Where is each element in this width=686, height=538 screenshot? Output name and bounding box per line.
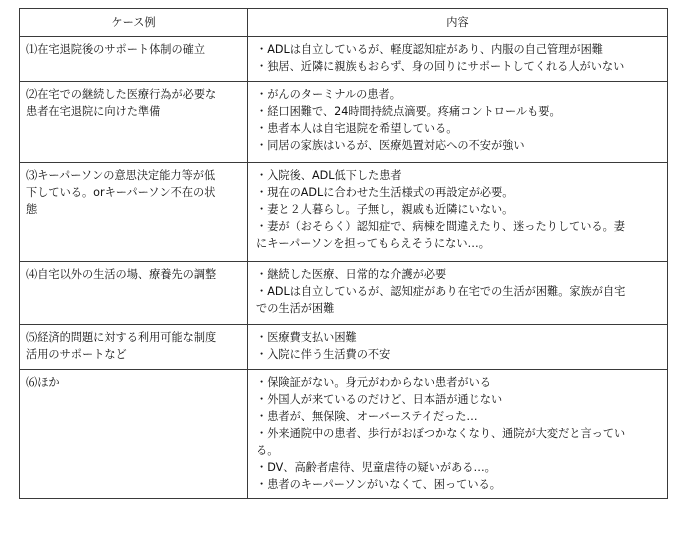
header-case: ケース例 xyxy=(20,9,248,37)
case-text: 下している。orキーパーソン不在の状 xyxy=(26,186,216,199)
table-row xyxy=(20,370,668,499)
case-cell xyxy=(20,163,248,262)
content-text: ・患者のキーパーソンがいなくて、困っている。 xyxy=(256,478,501,491)
case-text: ⑸経済的問題に対する利用可能な制度 xyxy=(26,331,217,344)
content-text: る。 xyxy=(256,444,279,457)
content-text: ・経口困難で、24時間持続点滴要。疼痛コントロールも要。 xyxy=(256,105,561,118)
content-text: ・独居、近隣に親族もおらず、身の回りにサポートしてくれる人がいない xyxy=(256,60,625,73)
content-cell xyxy=(248,163,668,262)
case-text: 活用のサポートなど xyxy=(26,348,127,361)
content-text: ・ADLは自立しているが、認知症があり在宅での生活が困難。家族が自宅 xyxy=(256,285,626,298)
content-cell xyxy=(248,325,668,370)
content-text: ・外来通院中の患者、歩行がおぼつかなくなり、通院が大変だと言ってい xyxy=(256,427,626,440)
table-row xyxy=(20,37,668,82)
table-row xyxy=(20,262,668,325)
case-cell xyxy=(20,370,248,499)
table-row xyxy=(20,82,668,163)
content-text: ・保険証がない。身元がわからない患者がいる xyxy=(256,376,491,389)
case-cell xyxy=(20,262,248,325)
content-text: ・継続した医療、日常的な介護が必要 xyxy=(256,268,447,281)
content-text: ・現在のADLに合わせた生活様式の再設定が必要。 xyxy=(256,186,514,199)
case-text: ⑹ほか xyxy=(26,376,60,389)
content-text: ・ADLは自立しているが、軽度認知症があり、内服の自己管理が困難 xyxy=(256,43,603,56)
content-cell xyxy=(248,262,668,325)
content-cell xyxy=(248,82,668,163)
content-cell xyxy=(248,37,668,82)
content-text: ・DV、高齢者虐待、児童虐待の疑いがある…。 xyxy=(256,461,496,474)
table-row xyxy=(20,325,668,370)
content-text: ・外国人が来ているのだけど、日本語が通じない xyxy=(256,393,503,406)
content-text: ・同居の家族はいるが、医療処置対応への不安が強い xyxy=(256,139,525,152)
header-row xyxy=(20,9,668,37)
case-text: ⑴在宅退院後のサポート体制の確立 xyxy=(26,43,206,56)
content-text: にキーパーソンを担ってもらえそうにない…。 xyxy=(256,237,490,250)
content-text: ・医療費支払い困難 xyxy=(256,331,357,344)
case-text: 態 xyxy=(26,203,38,216)
case-text: ⑷自宅以外の生活の場、療養先の調整 xyxy=(26,268,217,281)
case-text: ⑵在宅での継続した医療行為が必要な xyxy=(26,88,217,101)
content-text: ・がんのターミナルの患者。 xyxy=(256,88,401,101)
content-text: ・入院に伴う生活費の不安 xyxy=(256,348,391,361)
case-text: 患者在宅退院に向けた準備 xyxy=(26,105,161,118)
content-cell xyxy=(248,370,668,499)
content-text: ・患者本人は自宅退院を希望している。 xyxy=(256,122,458,135)
content-text: ・入院後、ADL低下した患者 xyxy=(256,169,402,182)
case-cell xyxy=(20,82,248,163)
case-cell xyxy=(20,325,248,370)
content-text: での生活が困難 xyxy=(256,302,335,315)
case-table xyxy=(19,8,668,499)
content-text: ・患者が、無保険、オーバーステイだった… xyxy=(256,410,478,423)
header-content: 内容 xyxy=(248,9,668,37)
table-row xyxy=(20,163,668,262)
content-text: ・妻と２人暮らし。子無し，親戚も近隣にいない。 xyxy=(256,203,514,216)
content-text: ・妻が（おそらく）認知症で、病棟を間違えたり、迷ったりしている。妻 xyxy=(256,220,625,233)
case-text: ⑶キーパーソンの意思決定能力等が低 xyxy=(26,169,216,182)
case-cell xyxy=(20,37,248,82)
